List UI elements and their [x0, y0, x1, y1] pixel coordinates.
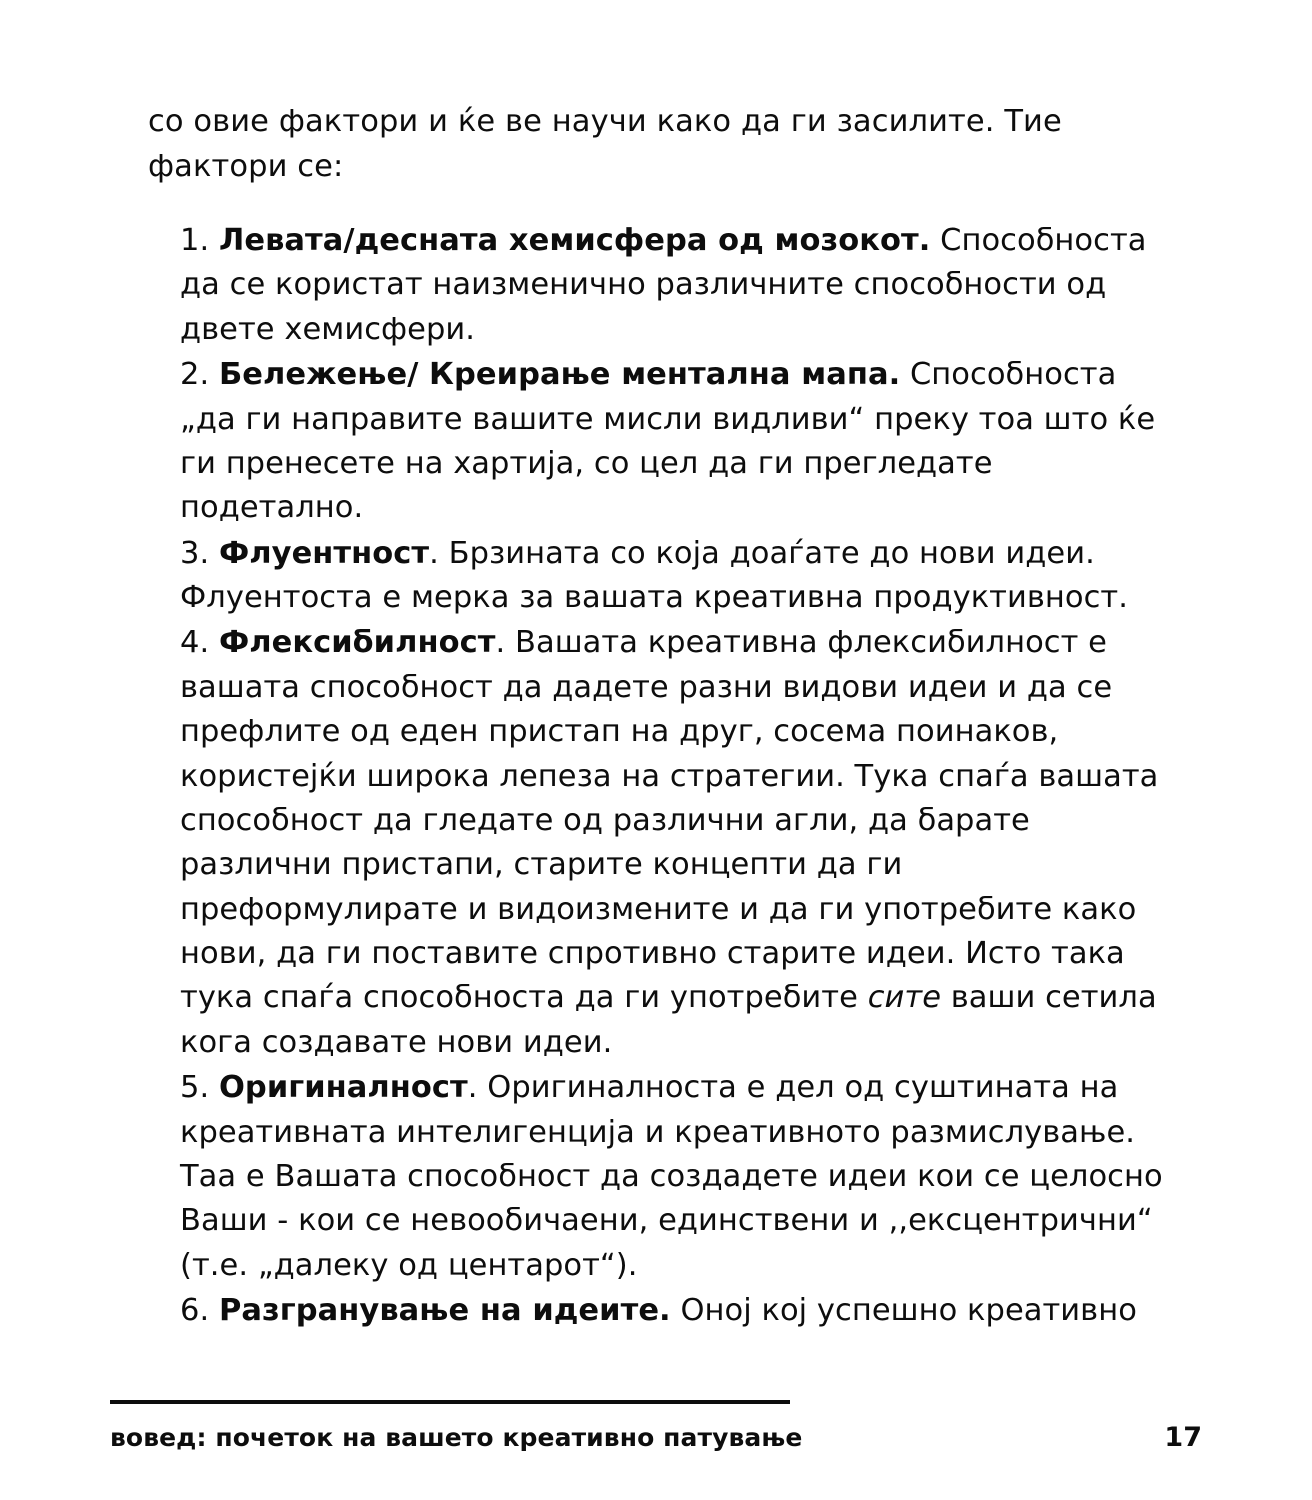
list-item-number: 1.: [180, 223, 210, 259]
list-item-lead: Бележење/ Креирање ментална мапа.: [218, 357, 901, 393]
page-footer: [110, 1400, 1202, 1464]
list-item-number: 4.: [180, 625, 210, 661]
factors-list: [148, 219, 1167, 1333]
list-item-body: Оној кој успешно креативно: [670, 1293, 1137, 1329]
running-head: вовед: почеток на вашето креативно патување: [110, 1423, 803, 1452]
list-item-number: 3.: [180, 535, 210, 571]
list-item: [148, 621, 1167, 1065]
list-item-emphasis: сите: [867, 980, 942, 1016]
list-item-lead: Левата/десната хемисфера од мозокот.: [218, 223, 931, 259]
list-item: [148, 353, 1167, 531]
page-number: 17: [1164, 1422, 1202, 1453]
list-item-body: Способноста да се користат наизменично различните способности од двете хемисфери.: [180, 223, 1147, 347]
list-item-body-tail: ваши сетила кога создавате нови идеи.: [180, 980, 1157, 1060]
list-item-number: 5.: [180, 1070, 210, 1106]
list-item: [148, 532, 1167, 621]
list-item-lead: Флексибилност: [218, 625, 496, 661]
list-item-body: . Оригиналноста е дел од суштината на креативната интелигенција и креативното размислување. Таа е Вашата способност да создадете идеи кои се целосно Ваши - кои се невообичаени, единствени и ,,ексцентрични“ (т.е. „далеку од центарот“).: [180, 1070, 1163, 1283]
footer-row: [110, 1422, 1202, 1453]
list-item-lead: Разгранување на идеите.: [218, 1293, 671, 1329]
list-item-number: 6.: [180, 1293, 210, 1329]
list-item-body: . Вашата креативна флексибилност е вашата способност да дадете разни видови идеи и да се префлите од еден пристап на друг, сосема поинаков, користејќи широка лепеза на стратегии. Тука спаѓа вашата способност да гледате од различни агли, да барате различни пристапи, старите концепти да ги преформулирате и видоизмените и да ги употребите како нови, да ги поставите спротивно старите идеи. Исто така тука спаѓа способноста да ги употребите: [180, 625, 1159, 1016]
intro-paragraph: со овие фактори и ќе ве научи како да ги засилите. Тие фактори се:: [148, 104, 1062, 184]
footer-divider: [110, 1400, 790, 1404]
list-item: [148, 1066, 1167, 1288]
list-item-body: . Брзината со која доаѓате до нови идеи. Флуентоста е мерка за вашата креативна продуктивност.: [180, 535, 1128, 616]
list-item: [148, 1289, 1167, 1333]
list-item-lead: Флуентност: [218, 535, 430, 571]
list-item-number: 2.: [180, 357, 210, 393]
list-item: [148, 219, 1167, 352]
list-item-lead: Оригиналност: [218, 1070, 468, 1106]
list-item-body: Способноста „да ги направите вашите мисли видливи“ преку тоа што ќе ги пренесете на хартија, со цел да ги прегледате подетално.: [180, 357, 1156, 526]
